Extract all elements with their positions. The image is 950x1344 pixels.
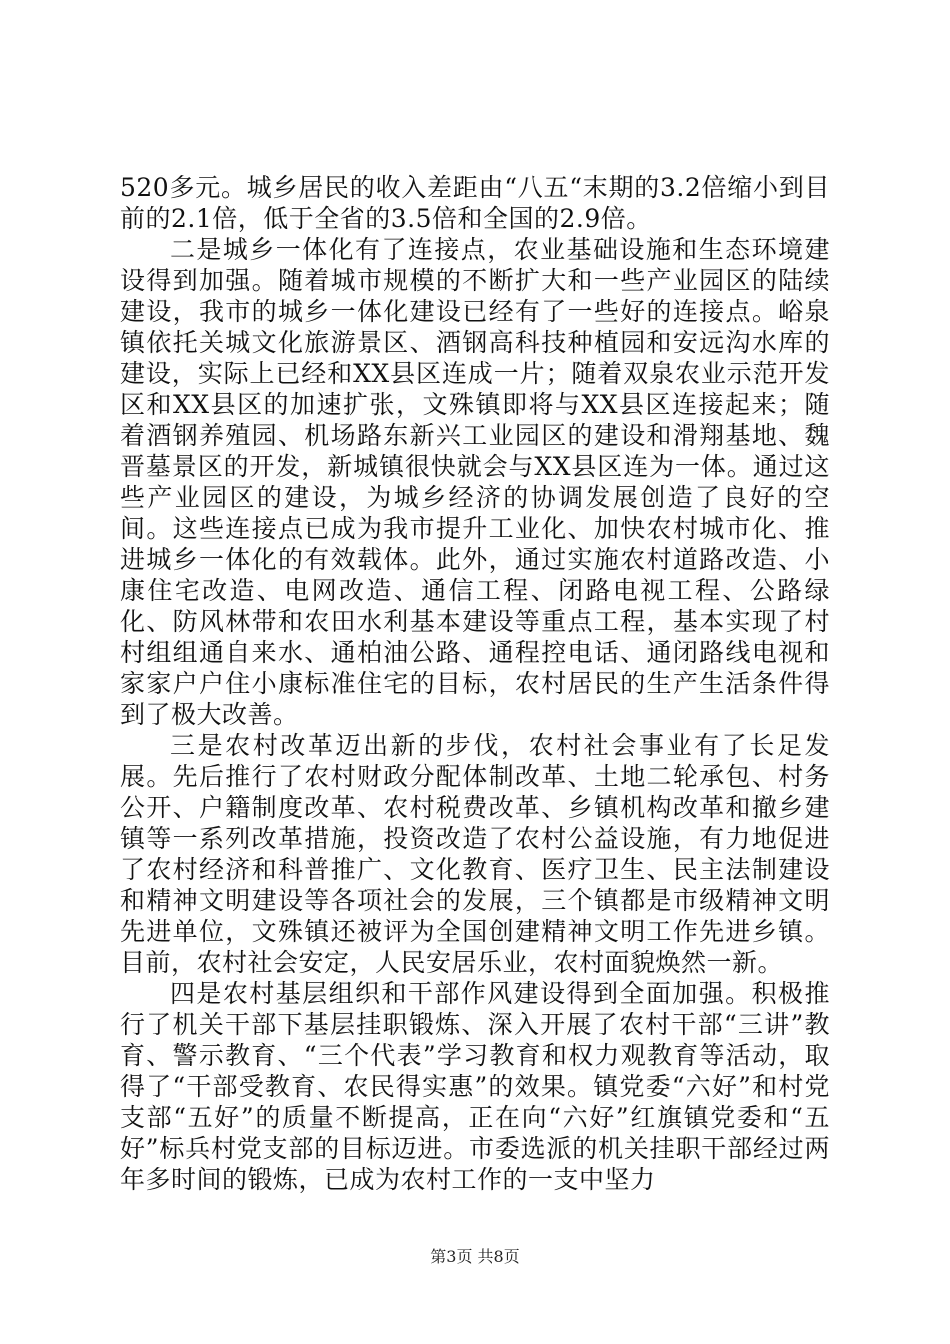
paragraph-grassroots-organization: 四是农村基层组织和干部作风建设得到全面加强。积极推行了机关干部下基层挂职锻炼、深入开展了农村干部“三讲”教育、警示教育、“三个代表”学习教育和权力观教育等活动，取得了“干部受教育、农民得实惠”的效果。镇党委“六好”和村党支部“五好”的质量不断提高，正在向“六好”红旗镇党委和“五好”标兵村党支部的目标迈进。市委选派的机关挂职干部经过两年多时间的锻炼，已成为农村工作的一支中坚力 <box>120 979 830 1194</box>
paragraph-rural-reform: 三是农村改革迈出新的步伐，农村社会事业有了长足发展。先后推行了农村财政分配体制改革、土地二轮承包、村务公开、户籍制度改革、农村税费改革、乡镇机构改革和撤乡建镇等一系列改革措施，投资改造了农村公益设施，有力地促进了农村经济和科普推广、文化教育、医疗卫生、民主法制建设和精神文明建设等各项社会的发展，三个镇都是市级精神文明先进单位，文殊镇还被评为全国创建精神文明工作先进乡镇。目前，农村社会安定，人民安居乐业，农村面貌焕然一新。 <box>120 731 830 977</box>
paragraph-urban-rural-integration: 二是城乡一体化有了连接点，农业基础设施和生态环境建设得到加强。随着城市规模的不断扩大和一些产业园区的陆续建设，我市的城乡一体化建设已经有了一些好的连接点。峪泉镇依托关城文化旅游景区、酒钢高科技种植园和安远沟水库的建设，实际上已经和XX县区连成一片；随着双泉农业示范开发区和XX县区的加速扩张，文殊镇即将与XX县区连接起来；随着酒钢养殖园、机场路东新兴工业园区的建设和滑翔基地、魏晋墓景区的开发，新城镇很快就会与XX县区连为一体。通过这些产业园区的建设，为城乡经济的协调发展创造了良好的空间。这些连接点已成为我市提升工业化、加快农村城市化、推进城乡一体化的有效载体。此外，通过实施农村道路改造、小康住宅改造、电网改造、通信工程、闭路电视工程、公路绿化、防风林带和农田水利基本建设等重点工程，基本实现了村村组组通自来水、通柏油公路、通程控电话、通闭路线电视和家家户户住小康标准住宅的目标，农村居民的生产生活条件得到了极大改善。 <box>120 235 830 729</box>
document-body <box>120 172 830 1195</box>
page-number-footer: 第3页 共8页 <box>430 1247 520 1266</box>
paragraph-income-gap: 520多元。城乡居民的收入差距由“八五“末期的3.2倍缩小到目前的2.1倍，低于全省的3.5倍和全国的2.9倍。 <box>120 173 830 233</box>
